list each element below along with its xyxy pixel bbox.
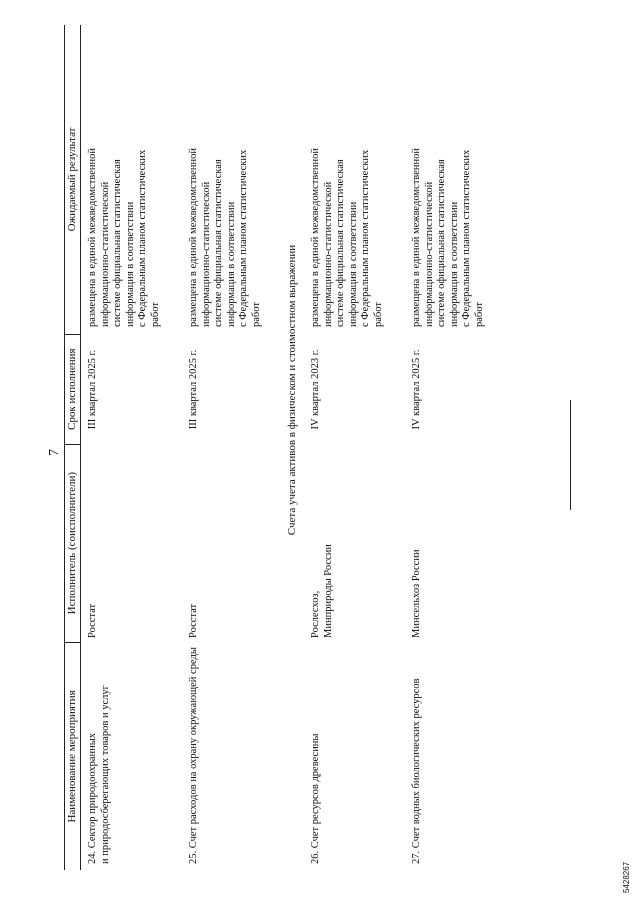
row-name: 26. Счет ресурсов древесины xyxy=(310,733,321,864)
header-result: Ожидаемый результат xyxy=(66,127,78,232)
measures-table xyxy=(64,25,525,870)
row-executor: Росстат xyxy=(87,603,98,638)
row-name: 27. Счет водных биологических ресурсов xyxy=(411,678,422,864)
row-result: размещена в единой межведомственной информационно-статистической системе официальная статистическая информация в соответствии с Федеральным планом статистических работ xyxy=(310,148,384,327)
row-result: размещена в единой межведомственной информационно-статистической системе официальная статистическая информация в соответствии с Федеральным планом статистических работ xyxy=(411,148,485,327)
row-name: 24. Сектор природоохранных и природосберегающих товаров и услуг xyxy=(87,685,111,864)
row-result: размещена в единой межведомственной информационно-статистической системе официальная статистическая информация в соответствии с Федеральным планом статистических работ xyxy=(87,148,161,327)
table-row xyxy=(182,25,280,870)
table-row xyxy=(304,25,405,870)
end-divider-line xyxy=(570,400,571,510)
row-executor: Росстат xyxy=(188,603,199,638)
row-deadline: III квартал 2025 г. xyxy=(87,349,98,430)
page-number: 7 xyxy=(47,449,62,456)
row-name: 25. Счет расходов на охрану окружающей среды xyxy=(188,647,199,864)
row-executor: Рослесхоз, Минприроды России xyxy=(310,544,334,638)
row-deadline: IV квартал 2025 г. xyxy=(411,349,422,430)
row-executor: Минсельхоз России xyxy=(411,549,422,638)
row-result: размещена в единой межведомственной информационно-статистической системе официальная статистическая информация в соответствии с Федеральным планом статистических работ xyxy=(188,148,262,327)
row-deadline: III квартал 2025 г. xyxy=(188,349,199,430)
header-executor: Исполнитель (соисполнители) xyxy=(65,444,80,642)
section-title: Счета учета активов в физическом и стоимостном выражении xyxy=(286,244,298,536)
table-header xyxy=(64,25,81,870)
table-row xyxy=(81,25,182,870)
header-name: Наименование мероприятия xyxy=(65,642,80,870)
row-deadline: IV квартал 2023 г. xyxy=(310,349,321,430)
document-code: 5428267 xyxy=(622,861,631,893)
table-row xyxy=(405,25,525,870)
header-deadline: Срок исполнения xyxy=(65,334,80,444)
